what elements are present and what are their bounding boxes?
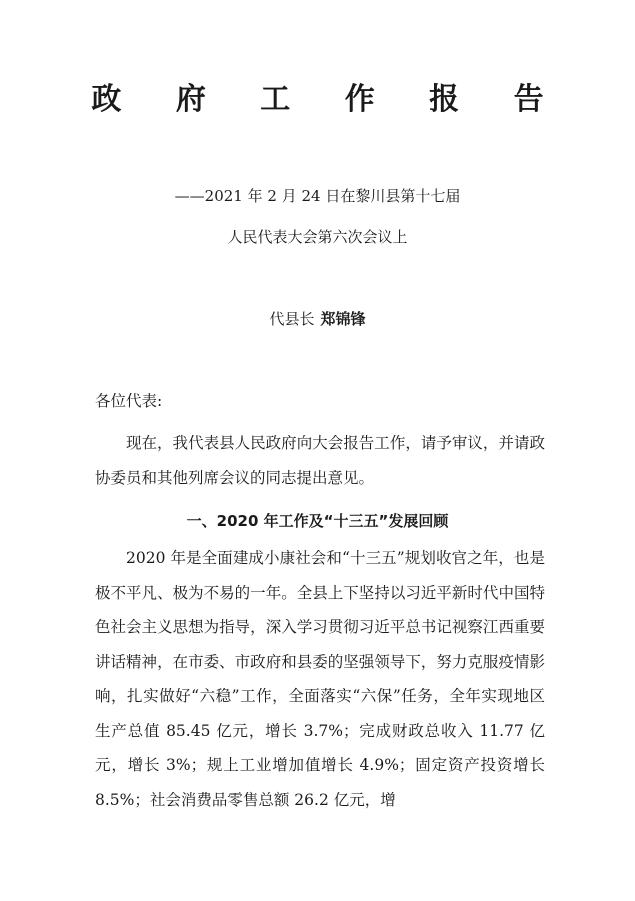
document-title: 政 府 工 作 报 告 [91, 82, 566, 117]
byline-name: 郑锦锋 [320, 310, 366, 328]
byline-role: 代县长 [269, 310, 315, 328]
paragraph-review: 2020 年是全面建成小康社会和“十三五”规划收官之年，也是极不平凡、极为不易的一年。全县上下坚持以习近平新时代中国特色社会主义思想为指导，深入学习贯彻习近平总书记视察江西重要讲话精神，在市委、市政府和县委的坚强领导下，努力克服疫情影响，扎实做好“六稳”工作，全面落实“六保”任务，全年实现地区生产总值 85.45 亿元，增长 3.7%；完成财政总收入 11.77 亿元，增长 3%；规上工业增加值增长 4.9%；固定资产投资增长 8.5%；社会消费品零售总额 26.2 亿元，增 [95, 549, 545, 809]
section-heading: 一、2020 年工作及“十三五”发展回顾 [186, 512, 449, 530]
paragraph-intro: 现在，我代表县人民政府向大会报告工作，请予审议，并请政协委员和其他列席会议的同志提出意见。 [95, 434, 545, 487]
subtitle-line-2: 人民代表大会第六次会议上 [227, 228, 408, 246]
byline [0, 309, 635, 329]
salutation: 各位代表: [95, 392, 163, 410]
subtitle-line-1: ——2021 年 2 月 24 日在黎川县第十七届 [174, 187, 461, 205]
